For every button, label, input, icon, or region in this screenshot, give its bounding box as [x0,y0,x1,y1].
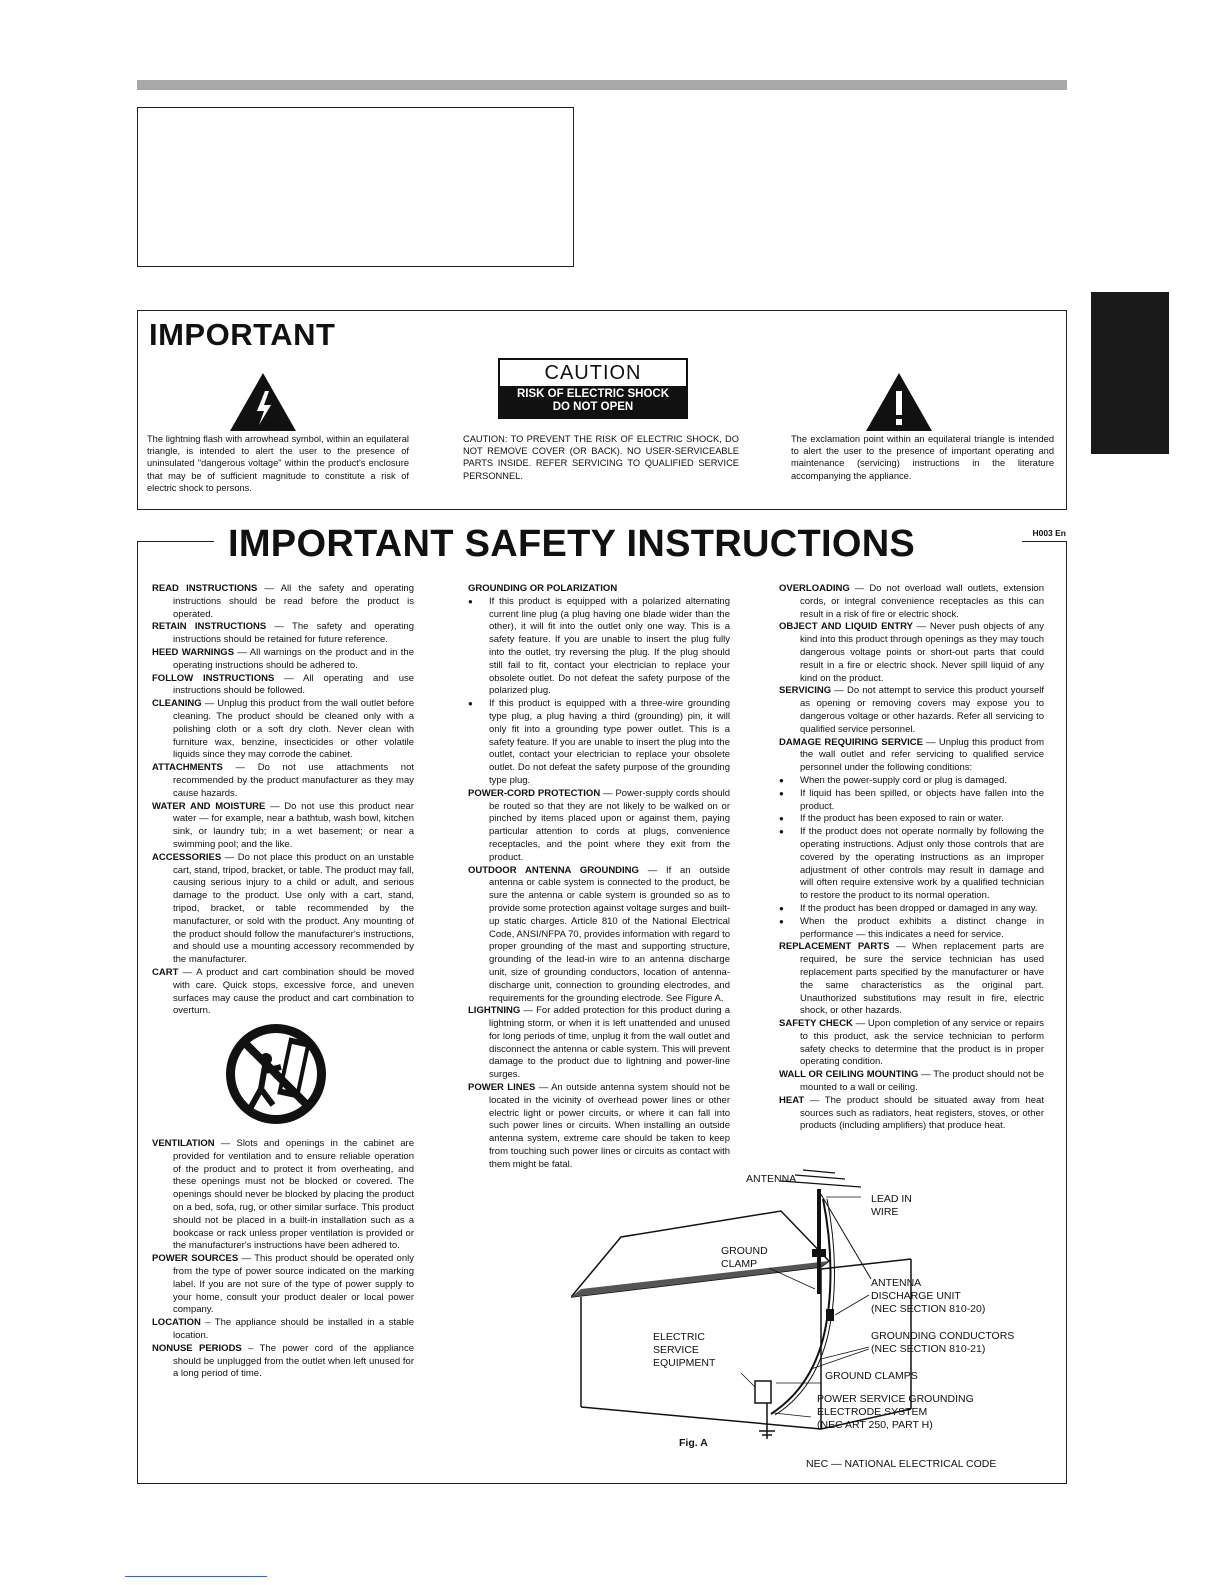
section-tab [1091,292,1169,454]
grounding-bullets [468,596,730,788]
instruction-text: — All the safety and operating instructions should be read before the product is operated. [173,583,415,620]
instruction-text: — Do not attempt to service this product yourself as opening or removing covers may expose you to dangerous voltage or other hazards. Refer all servicing to qualified service personnel. [800,685,1044,735]
label-lead-in-2: WIRE [871,1206,899,1218]
grounding-heading: GROUNDING OR POLARIZATION [468,583,618,594]
label-electric-2: SERVICE [653,1344,699,1356]
label-conductors-2: (NEC SECTION 810-21) [871,1343,986,1355]
instruction-text: — If an outside antenna or cable system is connected to the product, be sure the antenna or cable system is grounded so as to provide some protection against voltage surges and built-up static charges. Article 810 of the National Electrical Code, ANSI/NFPA 70, provides information with regard to proper grounding of the mast and supporting structure, grounding of the lead-in wire to an antenna discharge unit, size of grounding conductors, location of antenna-discharge unit, connection to grounding electrodes, and requirements for the grounding electrode. See Figure A. [489,864,730,1004]
instruction-heading: REPLACEMENT PARTS [779,941,890,953]
label-discharge-1: ANTENNA [871,1277,922,1289]
lightning-description: The lightning flash with arrowhead symbol, within an equilateral triangle, is intended to alert the user to the presence of uninsulated "dangerous voltage" within the product's enclosure that may be of sufficient magnitude to constitute a risk of electric shock to persons. [147,434,409,493]
exclamation-triangle-icon [864,371,934,433]
cart-warning-icon [221,1019,331,1129]
instruction-item [779,1018,1044,1069]
instruction-heading: CLEANING [152,698,202,710]
bullet-item: ● If this product is equipped with a polarized alternating current line plug (a plug having one blade wider than the other), it will fit into the outlet only one way. This is a safety feature. If you are unable to insert the plug fully into the outlet, try reversing the plug. If the plug should still fail to fit, contact your electrician to replace your obsolete outlet. Do not defeat the safety purpose of the polarized plug. [468,596,730,698]
instruction-item [468,1082,730,1172]
instruction-text: — This product should be operated only from the type of power source indicated on the marking label. If you are not sure of the type of power supply to your home, consult your product dealer or local power company. [173,1253,414,1316]
exclamation-description: The exclamation point within an equilateral triangle is intended to alert the user to the presence of important operating and maintenance (servicing) instructions in the literature accompanying the appliance. [791,434,1054,481]
label-electric-3: EQUIPMENT [653,1357,716,1369]
instruction-text: — Power-supply cords should be routed so that they are not likely to be walked on or pinched by items placed upon or against them, paying particular attention to cords at plugs, convenience receptacles, and the point where they exit from the product. [489,787,730,863]
label-discharge-3: (NEC SECTION 810-20) [871,1303,986,1315]
top-rule-left [137,541,214,542]
instruction-text: — All warnings on the product and in the operating instructions should be adhered to. [173,646,415,671]
important-box [137,310,1067,510]
instruction-text: — Do not use attachments not recommended by the product manufacturer as they may cause hazards. [173,762,414,799]
instruction-text: — The product should be situated away from heat sources such as radiators, heat registers, stoves, or other products (including amplifiers) that produce heat. [800,1094,1044,1132]
column-b-list [468,788,730,1172]
instruction-item [152,1343,414,1381]
instruction-text: — An outside antenna system should not be located in the vicinity of overhead power lines or other electric light or power circuits, or where it can fall into such power lines or circuits. When installing an outside antenna system, extreme care should be taken to keep from touching such power lines or circuits as contact with them might be fatal. [489,1082,730,1170]
label-discharge-2: DISCHARGE UNIT [871,1290,961,1302]
caution-sub [500,386,686,417]
instruction-heading: POWER SOURCES [152,1253,239,1265]
instruction-heading: HEED WARNINGS [152,646,235,658]
instruction-heading: LOCATION [152,1317,201,1329]
instruction-heading: SERVICING [779,685,832,697]
instruction-heading: SAFETY CHECK [779,1018,853,1030]
label-ground-clamp-1: GROUND [721,1245,768,1257]
nec-legend: NEC — NATIONAL ELECTRICAL CODE [806,1458,997,1470]
instruction-text: — Do not use this product near water — for example, near a bathtub, wash bowl, kitchen sink, or laundry tub; in a wet basement; or near a swimming pool; and the like. [173,800,414,850]
caution-description: CAUTION: TO PREVENT THE RISK OF ELECTRIC SHOCK, DO NOT REMOVE COVER (OR BACK). NO USER-SERVICEABLE PARTS INSIDE. REFER SERVICING TO QUALIFIED SERVICE PERSONNEL. [463,434,739,481]
instruction-item [152,647,414,673]
instruction-text: — All operating and use instructions should be followed. [173,672,415,697]
instruction-item [152,1253,414,1317]
instruction-heading: WATER AND MOISTURE [152,800,266,812]
instruction-item [468,1005,730,1082]
lightning-triangle-icon [228,371,298,433]
instruction-text: – The appliance should be installed in a stable location. [173,1317,414,1342]
caution-head: CAUTION [544,362,642,384]
instruction-item [779,1095,1044,1133]
instruction-text: — Do not place this product on an unstable cart, stand, tripod, bracket, or table. The product may fall, causing serious injury to a child or adult, and serious damage to the product. Use only with a cart, stand, tripod, bracket, or table recommended by the manufacturer, or sold with the product. Any mounting of the product should follow the manufacturer's instructions, and should use a mounting accessory recommended by the manufacturer. [173,851,414,966]
doc-code: H003 En [1032,528,1066,538]
instruction-text: — The product should not be mounted to a wall or ceiling. [800,1069,1044,1094]
damage-bullets [779,775,1044,941]
column-a-list-2 [152,1138,414,1381]
instruction-item [779,1069,1044,1095]
instruction-heading: NONUSE PERIODS [152,1342,242,1354]
label-electric-1: ELECTRIC [653,1331,705,1343]
instruction-item [152,673,414,699]
instruction-heading: OVERLOADING [779,583,850,594]
top-rule-right [1022,541,1067,542]
instruction-item [779,941,1044,1018]
instruction-heading: OBJECT AND LIQUID ENTRY [779,621,913,633]
instruction-item [779,685,1044,736]
instruction-heading: ATTACHMENTS [152,762,223,774]
label-ground-clamps: GROUND CLAMPS [825,1370,918,1382]
instruction-heading: CART [152,966,179,978]
column-a [152,583,414,1381]
instruction-heading: FOLLOW INSTRUCTIONS [152,672,275,684]
instruction-text: — Never push objects of any kind into this product through openings as they may touch dangerous voltage points or short-out parts that could result in a fire or electric shock. Never spill liquid of any kind on the product. [800,621,1044,684]
bullet-item: ● If the product has been exposed to rain or water. [779,813,1044,826]
column-c [779,583,1044,1133]
instruction-item [152,698,414,762]
safety-instructions-box [137,523,1067,1484]
bullet-item: ● When the product exhibits a distinct change in performance — this indicates a need for service. [779,916,1044,942]
header-rule [137,80,1067,90]
caution-sub-line1: RISK OF ELECTRIC SHOCK [516,388,670,400]
instruction-heading: ACCESSORIES [152,851,222,863]
instruction-text: — A product and cart combination should be moved with care. Quick stops, excessive force, and uneven surfaces may cause the product and cart combination to overturn. [173,966,414,1017]
instruction-item [152,1317,414,1343]
instruction-item [152,801,414,852]
label-conductors-1: GROUNDING CONDUCTORS [871,1330,1015,1342]
safety-title: IMPORTANT SAFETY INSTRUCTIONS [228,523,916,565]
label-ground-clamp-2: CLAMP [721,1258,758,1270]
instruction-item [152,583,414,621]
bullet-item: ● If this product is equipped with a three-wire grounding type plug, a plug having a third (grounding) pin, it will only fit into a grounding type power outlet. This is a safety feature. If you are unable to insert the plug into the outlet, contact your electrician to replace your obsolete outlet. Do not defeat the safety purpose of the grounding type plug. [468,698,730,788]
caution-label [498,358,688,419]
caution-sub-line2: DO NOT OPEN [552,401,634,413]
bullet-item: ● If the product does not operate normally by following the operating instructions. Adjust only those controls that are covered by the operating instructions as an improper adjustment of other controls may result in damage and will often require extensive work by a qualified technician to restore the product to its normal operation. [779,826,1044,903]
bullet-item: ● When the power-supply cord or plug is damaged. [779,775,1044,788]
instruction-item [152,852,414,967]
blank-notice-box [137,107,574,267]
column-a-list [152,583,414,1018]
instruction-text: — Slots and openings in the cabinet are provided for ventilation and to ensure reliable operation of the product and to protect it from overheating, and these openings must not be blocked or covered. The openings should never be blocked by placing the product on a bed, sofa, rug, or other similar surface. This product should not be placed in a built-in installation such as a bookcase or rack unless proper ventilation is provided or the manufacturer's instructions have been adhered to. [173,1138,414,1252]
instruction-heading: POWER LINES [468,1082,536,1094]
instruction-heading: WALL OR CEILING MOUNTING [779,1069,919,1081]
column-c-list-2 [779,941,1044,1133]
instruction-item [779,621,1044,685]
instruction-heading: VENTILATION [152,1138,215,1150]
instruction-item [152,762,414,800]
instruction-item [468,788,730,865]
bullet-item: ● If liquid has been spilled, or objects have fallen into the product. [779,788,1044,814]
column-b [468,583,730,1172]
figure-caption: Fig. A [679,1437,708,1449]
instruction-text: — Do not overload wall outlets, extension cords, or integral convenience receptacles as this can result in a risk of fire or electric shock. [800,583,1044,620]
instruction-heading: OUTDOOR ANTENNA GROUNDING [468,864,639,876]
instruction-heading: HEAT [779,1094,805,1106]
bullet-item: ● If the product has been dropped or damaged in any way. [779,903,1044,916]
column-c-list-1 [779,583,1044,775]
label-power-2: ELECTRODE SYSTEM [817,1406,928,1418]
instruction-item [152,967,414,1018]
instruction-item [779,583,1044,621]
label-lead-in-1: LEAD IN [871,1193,912,1205]
label-antenna: ANTENNA [746,1173,797,1185]
instruction-heading: LIGHTNING [468,1005,521,1017]
instruction-heading: READ INSTRUCTIONS [152,583,258,594]
instruction-item [468,865,730,1006]
instruction-text: – The power cord of the appliance should be unplugged from the outlet when left unused for a long period of time. [173,1342,414,1380]
instruction-text: — When replacement parts are required, be sure the service technician has used replacement parts specified by the manufacturer or have the same characteristics as the original part. Unauthorized substitutions may result in fire, electric shock, or other hazards. [800,941,1044,1017]
instruction-heading: RETAIN INSTRUCTIONS [152,621,267,633]
instruction-heading: DAMAGE REQUIRING SERVICE [779,736,923,748]
instruction-text: — Unplug this product from the wall outlet before cleaning. The product should be cleaned only with a polishing cloth or a soft dry cloth. Never clean with furniture wax, benzine, insecticides or other volatile liquids since they may corrode the cabinet. [173,698,414,761]
instruction-item [779,737,1044,775]
important-title: IMPORTANT [149,317,336,352]
instruction-text: — Unplug this product from the wall outlet and refer servicing to qualified service personnel under the following conditions: [800,736,1045,774]
instruction-text: — Upon completion of any service or repairs to this product, ask the service technician to perform safety checks to determine that the product is in proper operating condition. [800,1018,1044,1068]
instruction-text: — For added protection for this product during a lightning storm, or when it is left unattended and unused for long periods of time, unplug it from the wall outlet and disconnect the antenna or cable system. This will prevent damage to the product due to lightning and power-line surges. [489,1005,730,1081]
instruction-heading: POWER-CORD PROTECTION [468,787,601,799]
label-power-1: POWER SERVICE GROUNDING [817,1393,974,1405]
label-power-3: (NEC ART 250, PART H) [817,1419,933,1431]
instruction-text: — The safety and operating instructions should be retained for future reference. [173,621,414,646]
instruction-item [152,621,414,647]
antenna-grounding-diagram [571,1169,1061,1459]
link-underline [125,1576,267,1577]
instruction-item [152,1138,414,1253]
